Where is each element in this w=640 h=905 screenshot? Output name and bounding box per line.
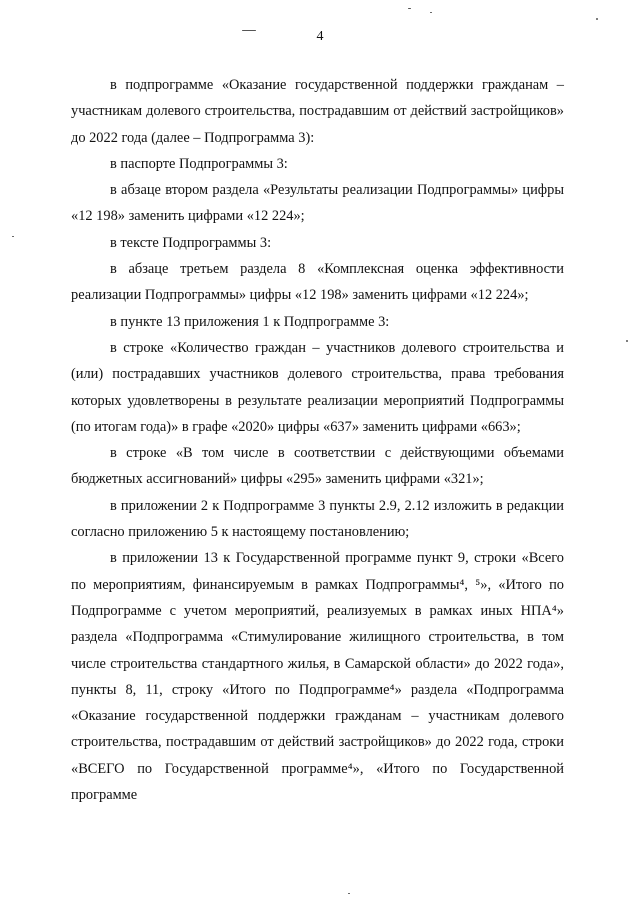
paragraph-section-8: в абзаце третьем раздела 8 «Комплексная оценка эффективности реализации Подпрограммы» цифры «12 198» заменить цифрами «12 224»; [71, 261, 564, 304]
scan-artifact [596, 18, 598, 20]
scan-artifact [430, 12, 432, 13]
paragraph-subprogram-3-heading: в подпрограмме «Оказание государственной поддержки гражданам – участникам долевого строительства, пострадавшим от действий застройщиков» до 2022 года (далее – Подпрограмма 3): [71, 77, 564, 146]
paragraph-budget-row: в строке «В том числе в соответствии с действующими объемами бюджетных ассигнований» цифры «295» заменить цифрами «321»; [71, 445, 564, 488]
document-body [71, 72, 564, 808]
scan-artifact [242, 30, 256, 31]
paragraph-appendix-2: в приложении 2 к Подпрограмме 3 пункты 2.9, 2.12 изложить в редакции согласно приложению 5 к настоящему постановлению; [71, 497, 564, 541]
paragraph-results-section: в абзаце втором раздела «Результаты реализации Подпрограммы» цифры «12 198» заменить цифрами «12 224»; [71, 182, 564, 225]
scan-artifact [408, 8, 411, 9]
page-number: 4 [316, 29, 324, 44]
paragraph-appendix-13: в приложении 13 к Государственной программе пункт 9, строки «Всего по мероприятиям, финансируемым в рамках Подпрограммы⁴, ⁵», «Итого по Подпрограмме с учетом мероприятий, реализуемых в рамках иных НПА⁴» раздела «Подпрограмма «Стимулирование жилищного строительства, в том числе строительства стандартного жилья, в Самарской области» до 2022 года», пункты 8, 11, строку «Итого по Подпрограмме⁴» раздела «Подпрограмма «Оказание государственной поддержки гражданам – участникам долевого строительства, пострадавшим от действий застройщиков» до 2022 года, строки «ВСЕГО по Государственной программе⁴», «Итого по Государственной программе [71, 550, 564, 804]
paragraph-passport: в паспорте Подпрограммы 3: [110, 155, 288, 172]
scan-artifact [626, 340, 628, 342]
paragraph-appendix-1-item-13: в пункте 13 приложения 1 к Подпрограмме 3: [110, 313, 390, 330]
scan-artifact [12, 236, 14, 237]
scan-artifact [348, 893, 350, 894]
paragraph-text-of-subprogram: в тексте Подпрограммы 3: [110, 234, 272, 251]
paragraph-citizens-count-row: в строке «Количество граждан – участников долевого строительства и (или) пострадавших участников долевого строительства, права требования которых удовлетворены в результате реализации мероприятий Подпрограммы (по итогам года)» в графе «2020» цифры «637» заменить цифрами «663»; [71, 339, 564, 435]
